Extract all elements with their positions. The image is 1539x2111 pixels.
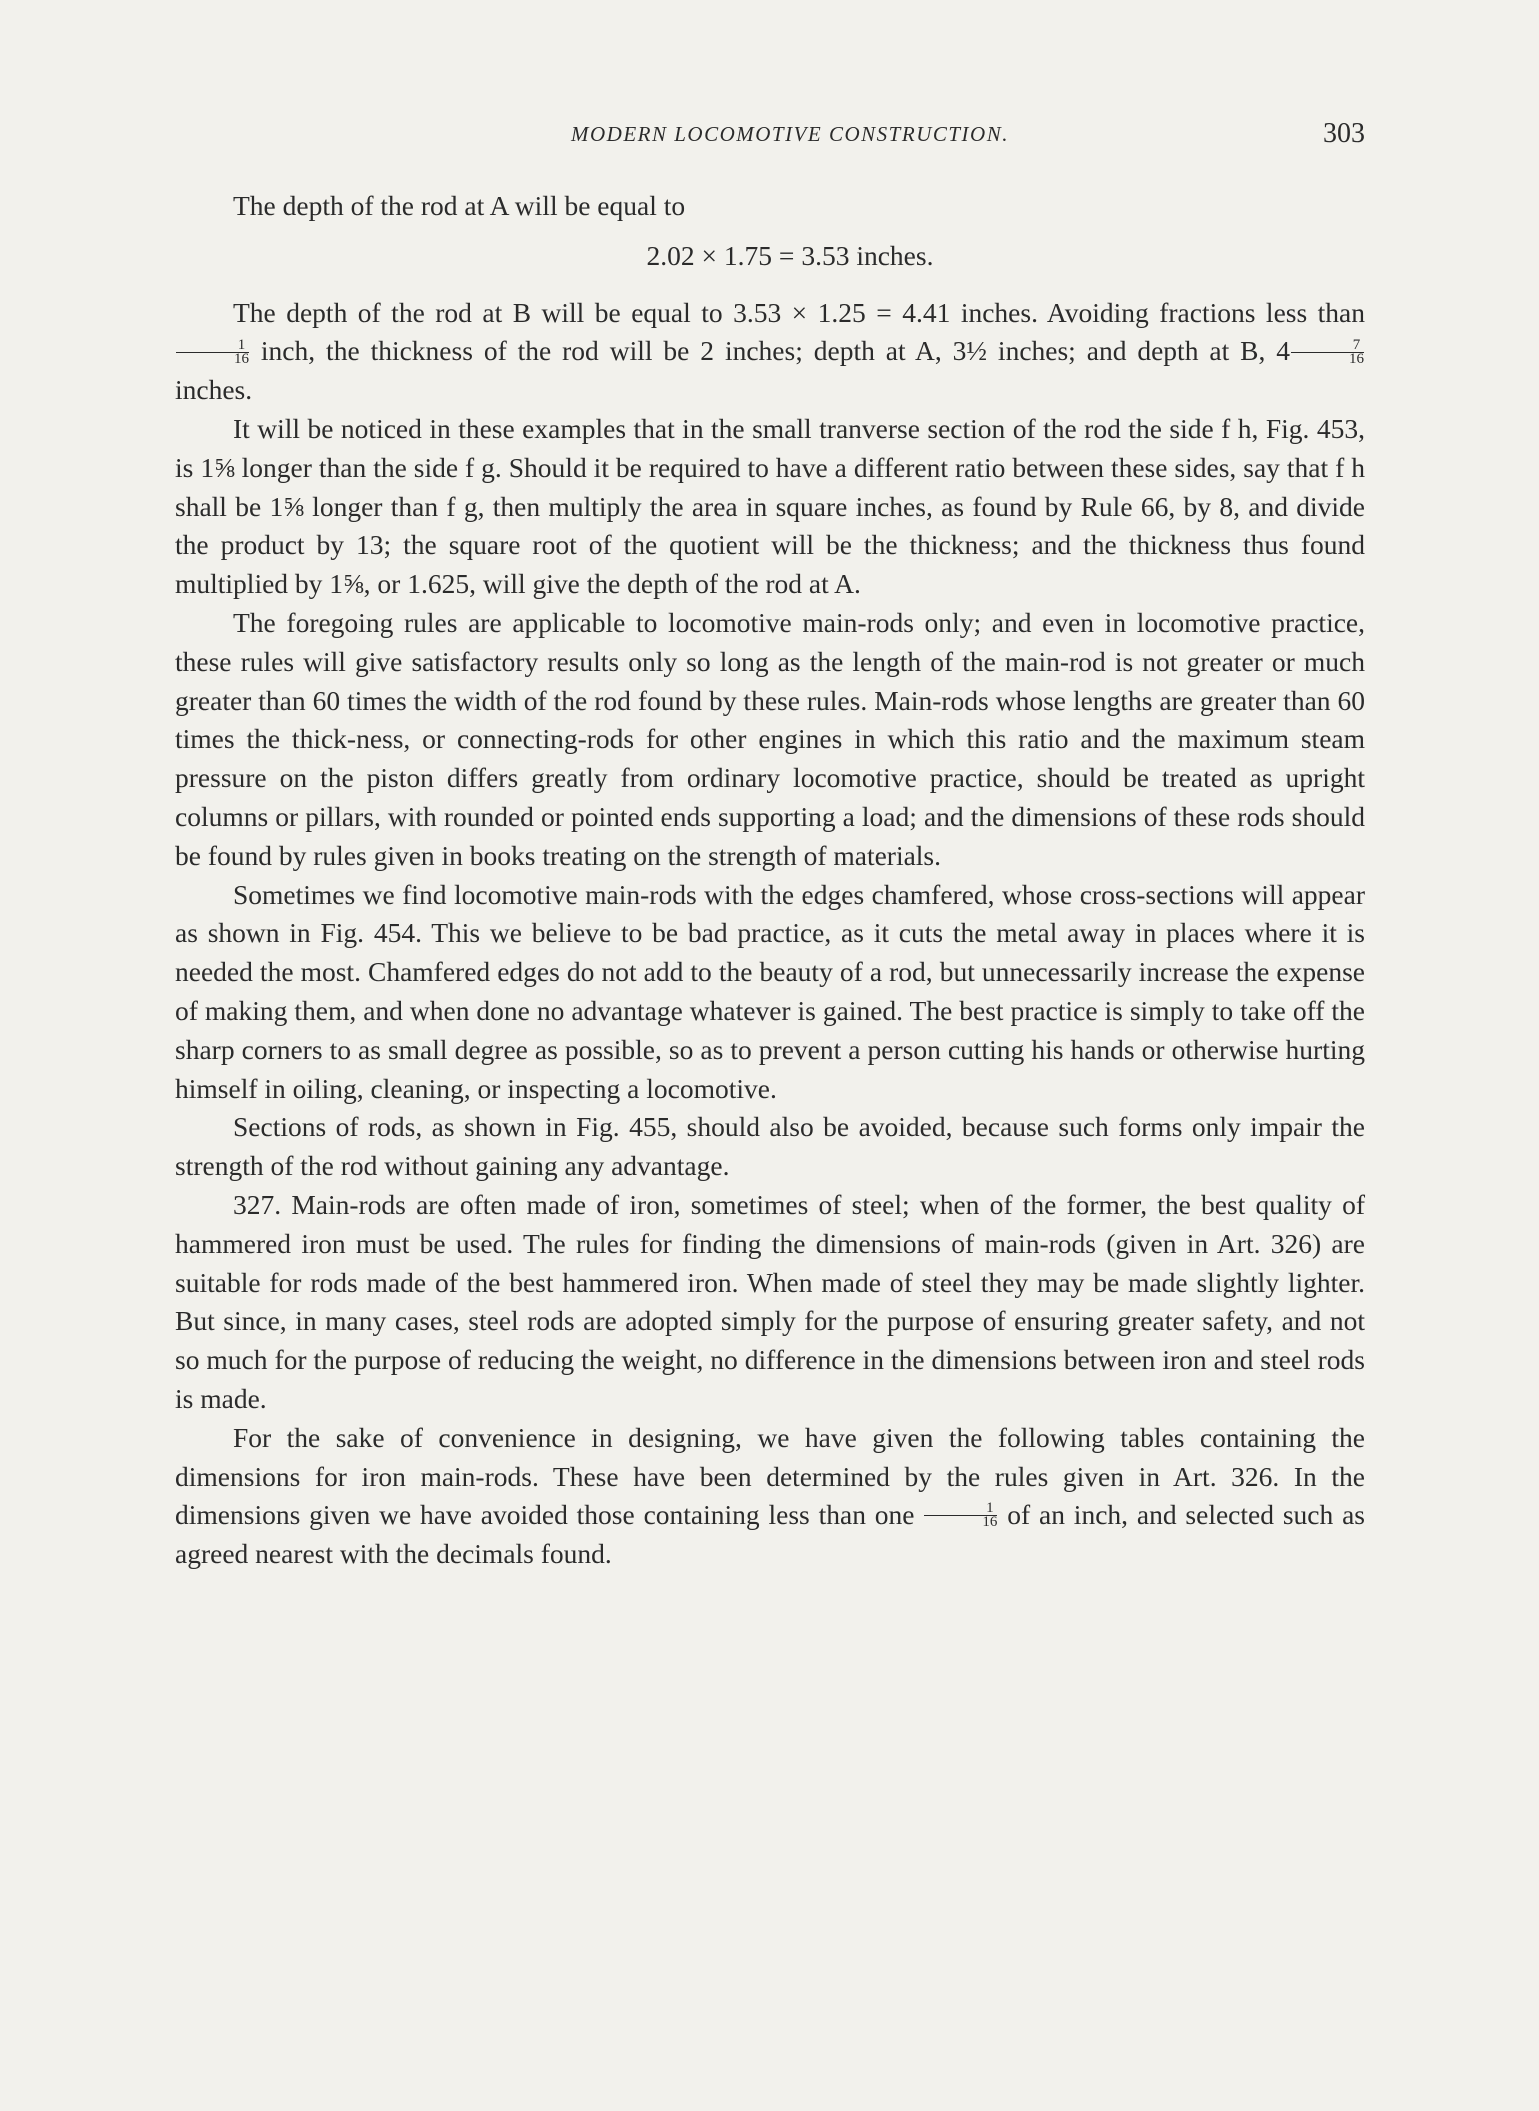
running-title: MODERN LOCOMOTIVE CONSTRUCTION. — [571, 122, 1009, 146]
paragraph-text: The depth of the rod at B will be equal to 3.53 × 1.25 = 4.41 inches. Avoiding fractions less than — [233, 296, 1365, 328]
running-head — [175, 118, 1365, 158]
paragraph-text: For the sake of convenience in designing, we have given the following tables containing the dimensions for iron main-rods. These have been determined by the rules given in Art. 326. In the dimensions given we have avoided those containing less than one — [175, 1421, 1365, 1531]
page-number: 303 — [1323, 118, 1365, 149]
fraction-denominator: 16 — [234, 350, 249, 367]
paragraph-foregoing-rules: The foregoing rules are applicable to locomotive main-rods only; and even in locomotive practice, these rules will give satisfactory results only so long as the length of the main-rod is not greater or much greater than 60 times the width of the rod found by these rules. Main-rods whose lengths are greater than 60 times the thick-ness, or connecting-rods for other engines in which this ratio and the maximum steam pressure on the piston differs greatly from ordinary locomotive practice, should be treated as upright columns or pillars, with rounded or pointed ends supporting a load; and the dimensions of these rods should be found by rules given in books treating on the strength of materials. — [175, 606, 1365, 871]
paragraph-article-327: 327. Main-rods are often made of iron, sometimes of steel; when of the former, the best quality of hammered iron must be used. The rules for finding the dimensions of main-rods (given in Art. 326) are suitable for rods made of the best hammered iron. When made of steel they may be made slightly lighter. But since, in many cases, steel rods are adopted simply for the purpose of ensuring greater safety, and not so much for the purpose of reducing the weight, no difference in the dimensions between iron and steel rods is made. — [175, 1188, 1365, 1414]
paragraph-depth-at-a: The depth of the rod at A will be equal to — [233, 190, 686, 221]
paragraph-ratio: It will be noticed in these examples that in the small tranverse section of the rod the side f h, Fig. 453, is 1⅝ longer than the side f g. Should it be required to have a different ratio between these sides, say that f h shall be 1⅝ longer than f g, then multiply the area in square inches, as found by Rule 66, by 8, and divide the product by 13; the square root of the quotient will be the thickness; and the thickness thus found multiplied by 1⅝, or 1.625, will give the depth of the rod at A. — [175, 412, 1365, 600]
paragraph-chamfered-edges: Sometimes we find locomotive main-rods with the edges chamfered, whose cross-sections will appear as shown in Fig. 454. This we believe to be bad practice, as it cuts the metal away in places where it is needed the most. Chamfered edges do not add to the beauty of a rod, but unnecessarily increase the expense of making them, and when done no advantage whatever is gained. The best practice is simply to take off the sharp corners to as small degree as possible, so as to prevent a person cutting his hands or otherwise hurting himself in oiling, cleaning, or inspecting a locomotive. — [175, 878, 1365, 1104]
fraction — [1291, 336, 1364, 367]
body-text — [175, 187, 1365, 1574]
paragraph-text: inches. — [175, 374, 253, 406]
fraction-numerator: 7 — [1291, 339, 1364, 353]
fraction-numerator: 1 — [924, 1502, 997, 1516]
fraction — [924, 1502, 997, 1529]
fraction-denominator: 16 — [982, 1514, 998, 1531]
paragraph-tables — [175, 1419, 1365, 1574]
paragraph-depth-at-b — [175, 294, 1365, 410]
fraction-numerator: 1 — [176, 339, 249, 353]
fraction-denominator: 16 — [1349, 350, 1364, 367]
fraction — [176, 336, 249, 367]
paragraph-sections: Sections of rods, as shown in Fig. 455, should also be avoided, because such forms only impair the strength of the rod without gaining any advantage. — [175, 1111, 1365, 1182]
paragraph-text: inch, the thickness of the rod will be 2 inches; depth at A, 3½ inches; and depth at B, 4 — [260, 335, 1290, 367]
paragraph-text: of an inch, and selected such as agreed nearest with the decimals found. — [175, 1499, 1366, 1570]
equation-depth-a: 2.02 × 1.75 = 3.53 inches. — [646, 239, 934, 271]
